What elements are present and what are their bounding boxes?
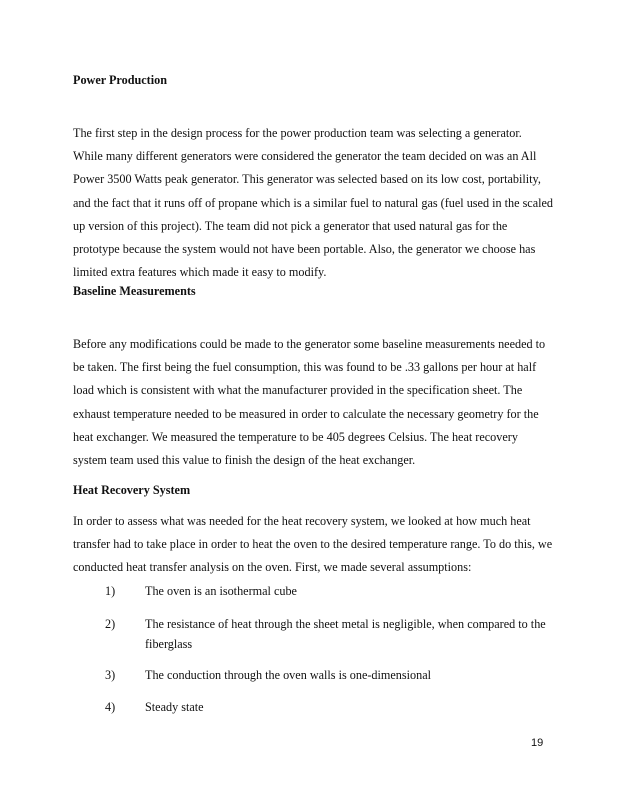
assumption-number: 1) (105, 584, 116, 598)
assumption-number: 3) (105, 668, 116, 682)
page-number: 19 (531, 737, 544, 749)
paragraph-power-production: The first step in the design process for the power production team was selecting a generator. While many different generators were considered the generator the team decided on was an All Power 3500 Watts peak generator. This generator was selected based on its low cost, portability, and the fact that it runs off of propane which is a similar fuel to natural gas (fuel used in the scaled up version of this project). The team did not pick a generator that used natural gas for the prototype because the system would not have been portable. Also, the generator we choose has limited extra features which made it easy to modify. (73, 126, 554, 280)
assumption-text: Steady state (145, 700, 204, 714)
assumption-text: The conduction through the oven walls is one-dimensional (145, 668, 432, 682)
section-heading-power-production: Power Production (73, 73, 167, 87)
section-heading-heat-recovery-system: Heat Recovery System (73, 483, 191, 497)
paragraph-heat-recovery-system: In order to assess what was needed for the heat recovery system, we looked at how much heat transfer had to take place in order to heat the oven to the desired temperature range. To do this, we conducted heat transfer analysis on the oven. First, we made several assumptions: (73, 514, 553, 575)
paragraph-baseline-measurements: Before any modifications could be made to the generator some baseline measurements needed to be taken. The first being the fuel consumption, this was found to be .33 gallons per hour at half load which is consistent with what the manufacturer provided in the specification sheet. The exhaust temperature needed to be measured in order to calculate the necessary geometry for the heat exchanger. We measured the temperature to be 405 degrees Celsius. The heat recovery system team used this value to finish the design of the heat exchanger. (73, 337, 546, 468)
assumption-number: 2) (105, 617, 116, 631)
assumption-number: 4) (105, 700, 116, 714)
section-heading-baseline-measurements: Baseline Measurements (73, 284, 196, 298)
assumption-text: The resistance of heat through the sheet metal is negligible, when compared to the fiberglass (145, 617, 546, 651)
assumption-text: The oven is an isothermal cube (145, 584, 297, 598)
